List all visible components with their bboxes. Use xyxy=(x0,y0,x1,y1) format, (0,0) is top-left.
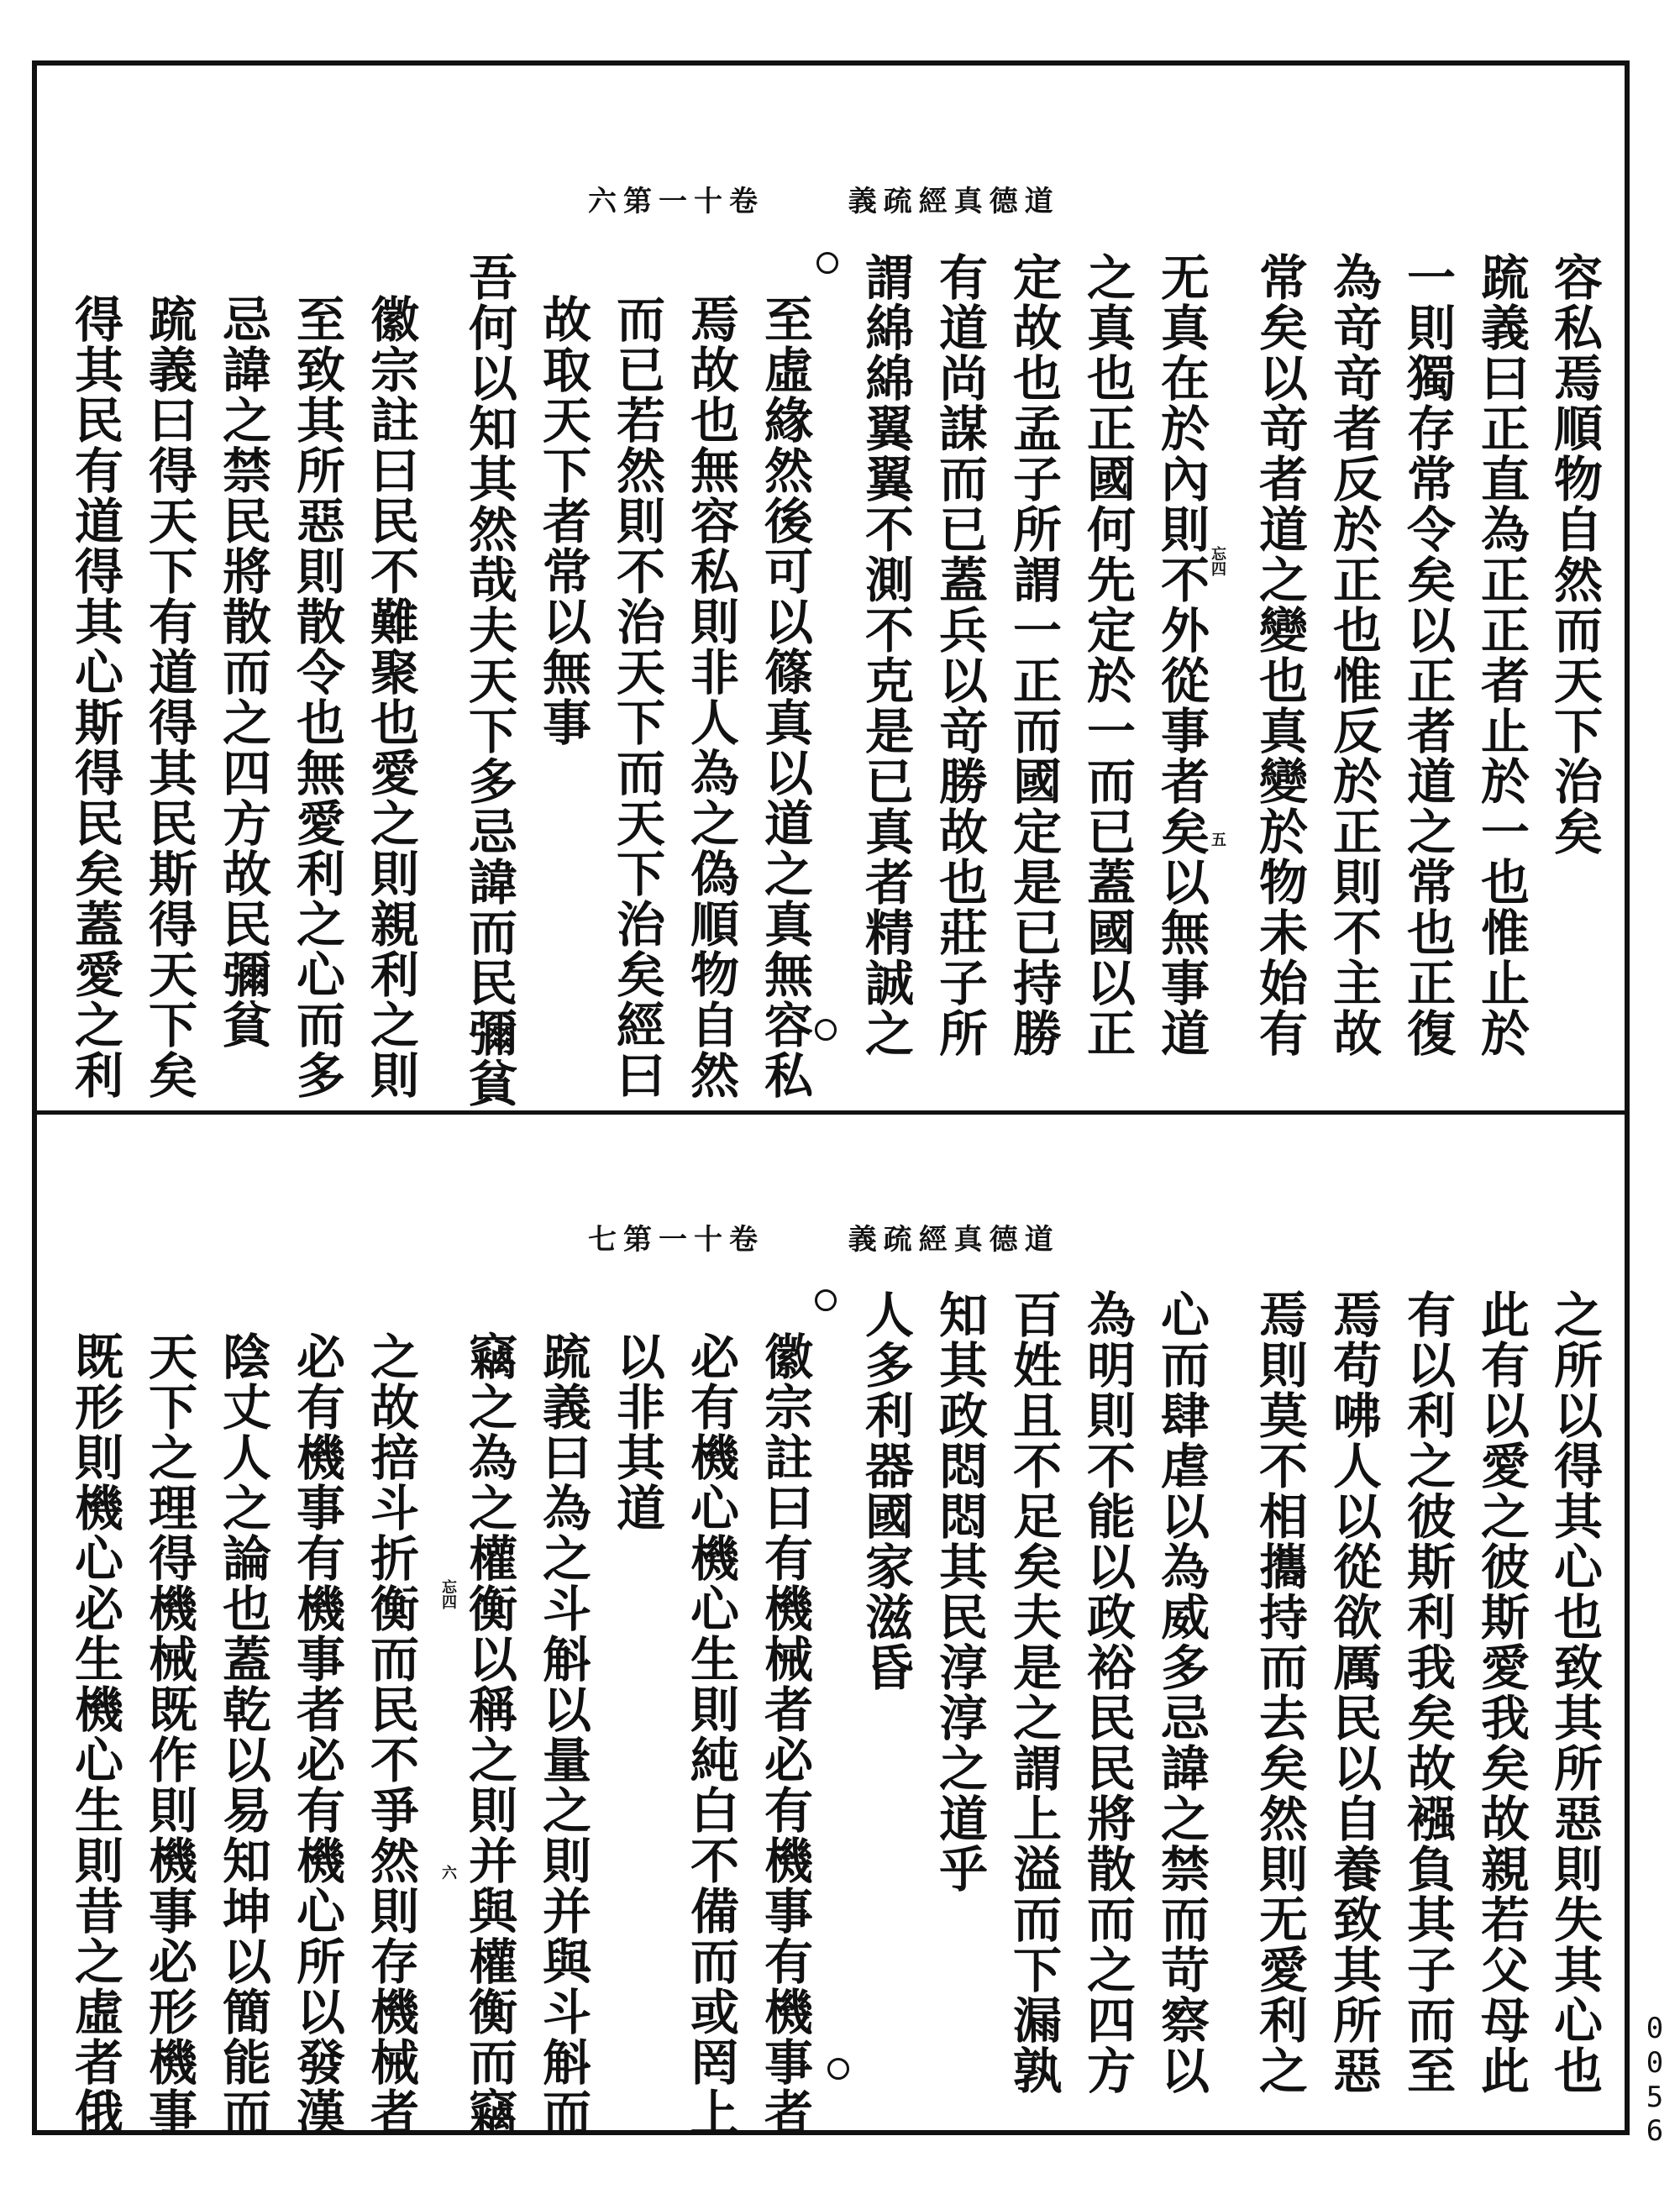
page-number: 0056 xyxy=(1646,2012,1664,2149)
text-column: 忌諱之禁民將散而之四方故民彌貧 xyxy=(214,294,271,1050)
text-column: 焉則莫不相攜持而去矣然則无愛利之 xyxy=(1251,1289,1308,2096)
margin-note: 忘四 xyxy=(1209,546,1226,576)
bottom-header xyxy=(588,1216,1060,1257)
margin-note: 六 xyxy=(439,1865,457,1880)
section-circle-mark xyxy=(815,1289,837,1311)
text-column: 此有以愛之彼斯愛我矣故親若父母此 xyxy=(1473,1289,1530,2096)
text-column: 之故掊斗折衡而民不爭然則存機械者 xyxy=(362,1331,419,2138)
text-column: 吾何以知其然哉夫天下多忌諱而民彌貧 xyxy=(460,252,517,1109)
text-column: 至致其所惡則散令也無愛利之心而多 xyxy=(288,294,345,1100)
half-divider xyxy=(32,1110,1630,1115)
text-column: 䟽義曰正直為正正者止於一也惟止於 xyxy=(1473,252,1530,1058)
top-header-title: 義疏經真德道 xyxy=(848,185,1060,218)
text-column: 竊之為之權衡以稱之則并與權衡而竊 xyxy=(460,1331,517,2138)
text-column: 陰丈人之論也蓋乾以易知坤以簡能而 xyxy=(214,1331,271,2138)
text-column: 䟽義曰得天下有道得其民斯得天下矣 xyxy=(140,294,197,1100)
margin-note: 五 xyxy=(1209,832,1226,847)
text-column: 定故也孟子所謂一正而國定是已持勝 xyxy=(1005,252,1062,1058)
text-column: 天下之理得機械既作則機事必形機事 xyxy=(140,1331,197,2138)
text-column: 以非其道 xyxy=(608,1331,665,1533)
text-column: 必有機事有機事者必有機心所以發漢 xyxy=(288,1331,345,2138)
text-column: 徽宗註曰民不難聚也愛之則親利之則 xyxy=(362,294,419,1100)
text-column: 謂綿綿翼翼不測不克是已真者精誠之 xyxy=(857,252,914,1058)
bottom-header-title: 義疏經真德道 xyxy=(848,1223,1060,1257)
text-column: 知其政悶悶其民淳淳之道乎 xyxy=(931,1289,988,1894)
text-column: 徽宗註曰有機械者必有機事有機事者 xyxy=(756,1331,813,2138)
text-column: 一則獨存常令矣以正者道之常也正復 xyxy=(1399,252,1456,1058)
text-column: 而已若然則不治天下而天下治矣經曰 xyxy=(608,294,665,1100)
section-circle-mark xyxy=(827,2058,849,2080)
text-column: 常矣以竒者道之變也真變於物未始有 xyxy=(1251,252,1308,1058)
text-column: 既形則機心必生機心生則昔之虛者俄 xyxy=(66,1331,123,2138)
top-header xyxy=(588,178,1060,219)
text-column: 之真也正國何先定於一而已蓋國以正 xyxy=(1079,252,1136,1058)
text-column: 故取天下者常以無事 xyxy=(534,294,591,748)
text-column: 焉苟咈人以從欲厲民以自養致其所惡 xyxy=(1325,1289,1382,2096)
text-column: 必有機心機心生則純白不備而或罔上 xyxy=(682,1331,739,2138)
bottom-header-volume: 七第一十卷 xyxy=(588,1223,764,1257)
text-column: 之所以得其心也致其所惡則失其心也 xyxy=(1546,1289,1603,2096)
text-column: 无真在於內則不外從事者矣以無事道 xyxy=(1152,252,1210,1058)
text-column: 心而肆虐以為威多忌諱之禁而苛察以 xyxy=(1152,1289,1210,2096)
top-header-volume: 六第一十卷 xyxy=(588,185,764,218)
text-column: 有道尚謀而已蓋兵以竒勝故也莊子所 xyxy=(931,252,988,1058)
text-column: 至虛緣然後可以篠真以道之真無容私 xyxy=(756,294,813,1100)
section-circle-mark xyxy=(816,252,838,274)
text-column: 人多利器國家滋昏 xyxy=(857,1289,914,1693)
text-column: 焉故也無容私則非人為之偽順物自然 xyxy=(682,294,739,1100)
text-column: 百姓且不足矣夫是之謂上溢而下漏孰 xyxy=(1005,1289,1062,2096)
margin-note: 忘四 xyxy=(439,1579,457,1609)
text-column: 容私焉順物自然而天下治矣 xyxy=(1546,252,1603,857)
text-column: 為竒竒者反於正也惟反於正則不主故 xyxy=(1325,252,1382,1058)
section-circle-mark xyxy=(815,1019,837,1041)
text-column: 有以利之彼斯利我矣故襁負其子而至 xyxy=(1399,1289,1456,2096)
page-frame xyxy=(32,60,1630,2138)
text-column: 得其民有道得其心斯得民矣蓋愛之利 xyxy=(66,294,123,1100)
text-column: 為明則不能以政裕民民將散而之四方 xyxy=(1079,1289,1136,2096)
text-column: 䟽義曰為之斗斛以量之則并與斗斛而 xyxy=(534,1331,591,2138)
